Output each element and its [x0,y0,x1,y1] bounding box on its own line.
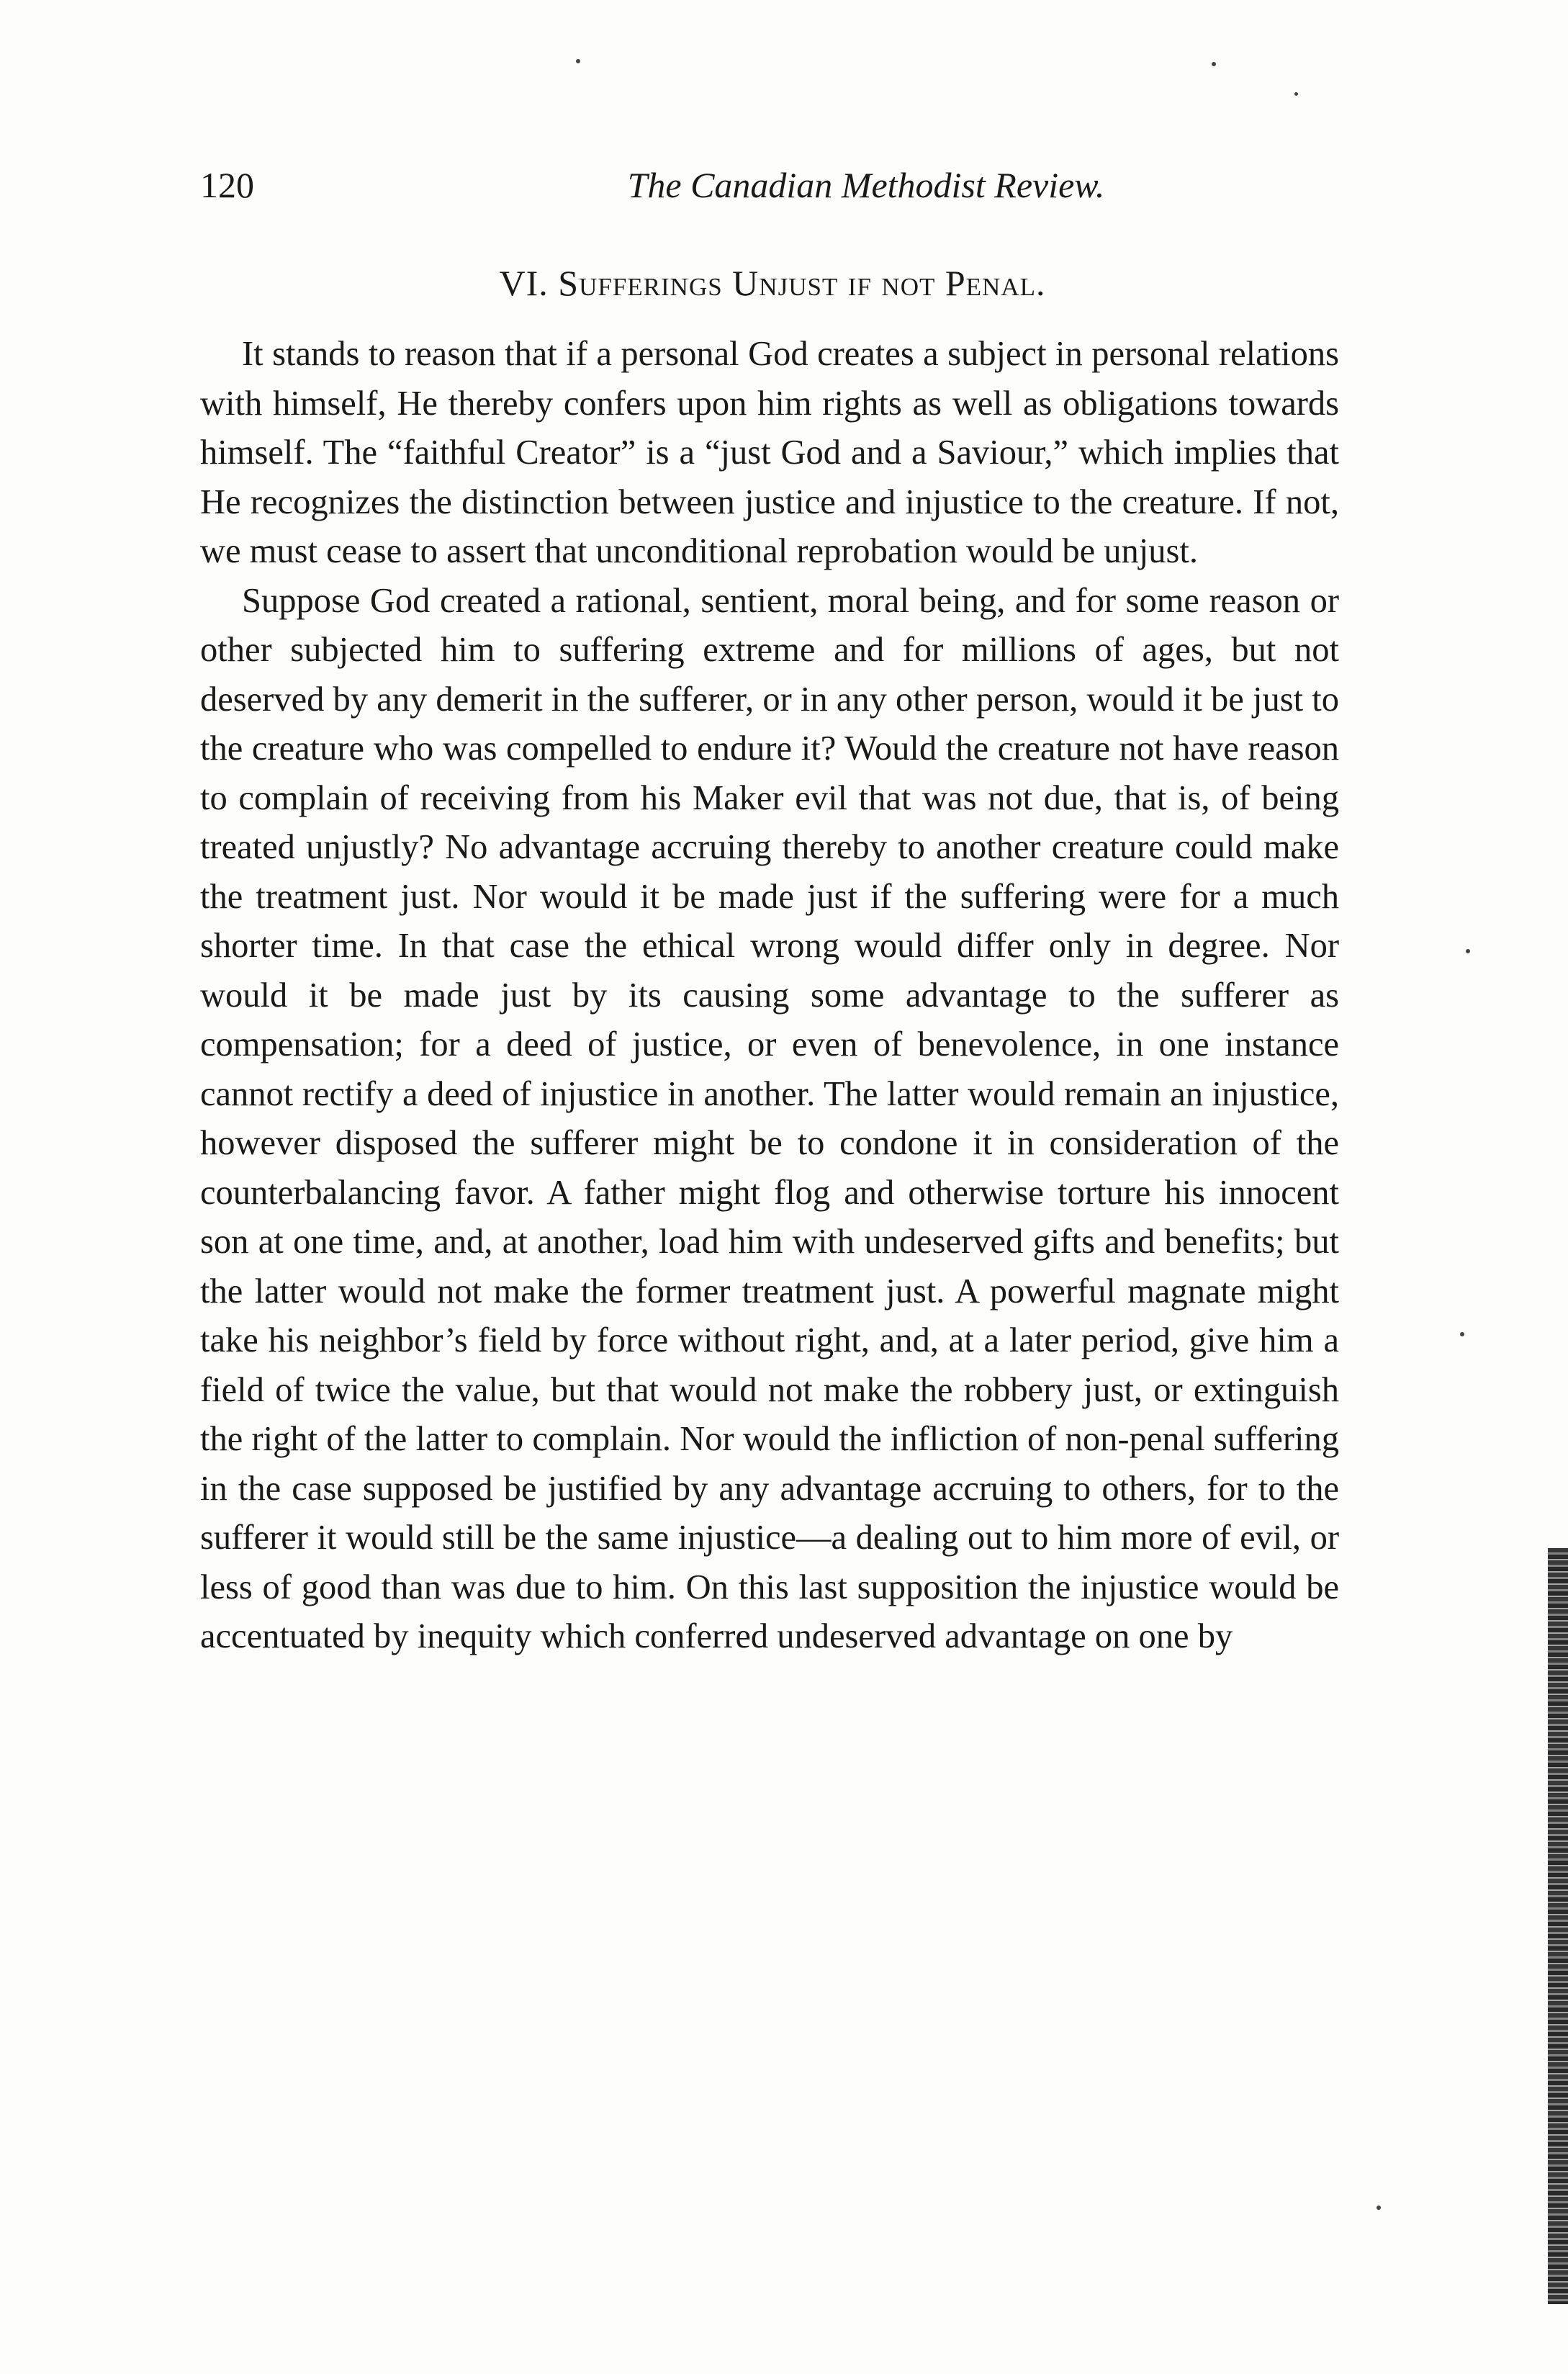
scan-speck [1376,2206,1381,2210]
scan-speck [1212,62,1216,66]
scan-speck [1466,949,1470,953]
scan-speck [576,59,580,63]
page-number: 120 [200,165,254,205]
journal-title: The Canadian Methodist Review. [627,165,1105,205]
section-heading: VI. Sufferings Unjust if not Penal. [499,263,1046,303]
paragraph-2: Suppose God created a rational, sentient, moral being, and for some reason or other subjected him to suffering extreme and for millions of ages, but not deserved by any demerit in the sufferer, or in any other person, would it be just to the creature who was compelled to endure it? Would the creature not have reason to complain of receiving from his Maker evil that was not due, that is, of being treated unjustly? No advantage accruing thereby to another creature could make the treatment just. Nor would it be made just if the suffering were for a much shorter time. In that case the ethical wrong would differ only in degree. Nor would it be made just by its causing some advantage to the sufferer as compensation; for a deed of justice, or even of benevolence, in one instance cannot rectify a deed of injustice in another. The latter would remain an injustice, however disposed the sufferer might be to condone it in consideration of the counterbalancing favor. A father might flog and otherwise torture his innocent son at one time, and, at another, load him with undeserved gifts and benefits; but the latter would not make the former treatment just. A powerful magnate might take his neighbor’s field by force without right, and, at a later period, give him a field of twice the value, but that would not make the robbery just, or extinguish the right of the latter to complain. Nor would the infliction of non-penal suffering in the case supposed be justified by any advantage accruing to others, for to the sufferer it would still be the same injustice—a dealing out to him more of evil, or less of good than was due to him. On this last supposition the injustice would be accentuated by inequity which conferred undeserved advantage on one by [200,581,1339,1655]
scan-speck [1460,1332,1464,1336]
running-head [200,160,1345,210]
paragraph-1: It stands to reason that if a personal God creates a subject in personal relations with himself, He thereby confers upon him rights as well as obligations towards himself. The “faithful Creator” is a “just God and a Saviour,” which implies that He recognizes the distinction between justice and injustice to the creature. If not, we must cease to assert that unconditional reprobation would be unjust. [200,335,1339,570]
body-text [200,330,1339,1662]
scan-edge-shadow [1548,1548,1568,2304]
scan-speck [1294,92,1298,96]
